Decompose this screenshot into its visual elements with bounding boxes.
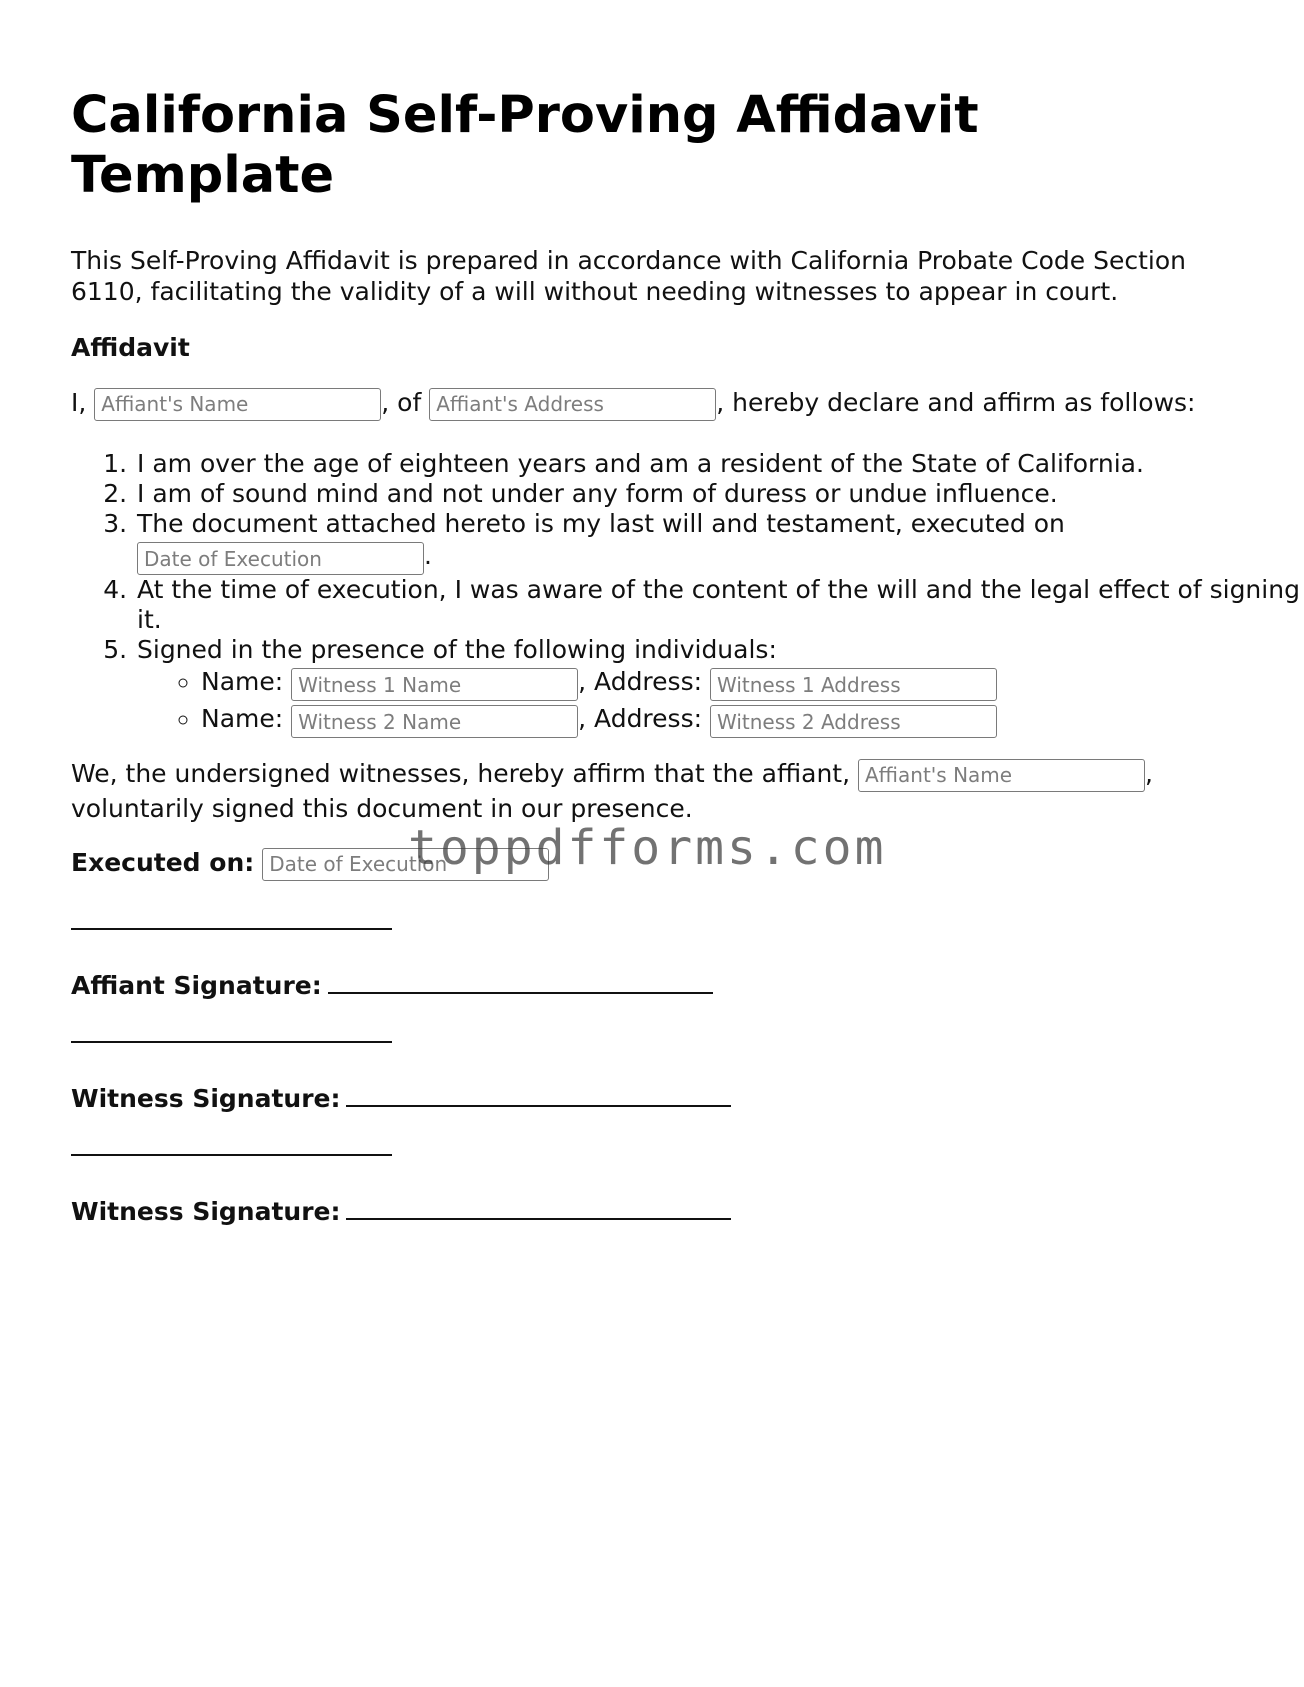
witness-2-name-input[interactable] [291,705,578,738]
will-execution-date-input[interactable] [137,542,424,575]
witness-2-signature-blank[interactable] [346,1192,731,1220]
executed-on-label: Executed on: [71,848,255,877]
affiant-signature-rule [71,928,392,930]
statement-4-text: At the time of execution, I was aware of the content of the will and the legal effect of signing it. [137,575,1300,634]
statement-item [135,635,1304,738]
statement-2-text: I am of sound mind and not under any form of duress or undue influence. [137,479,1058,508]
page-title: California Self-Proving Affidavit Template [71,86,979,205]
witness-1-signature-rule [71,1041,392,1043]
statements-list [71,449,1304,739]
witness-1-address-label: , Address: [578,667,703,696]
affirmation-affiant-name-input[interactable] [858,759,1145,792]
intro-paragraph: This Self-Proving Affidavit is prepared in accordance with California Probate Code Section 6110, facilitating the validity of a will without needing witnesses to appear in court. [71,246,1186,306]
statement-item [135,575,1304,635]
witness-affirmation [71,757,1251,826]
affirmation-text-before: We, the undersigned witnesses, hereby affirm that the affiant, [71,759,851,788]
statement-3-text: The document attached hereto is my last will and testament, executed on [137,509,1065,538]
witness-1-signature-label: Witness Signature: [71,1084,341,1113]
witness-1-name-label: Name: [201,667,284,696]
statement-3-end: . [424,541,432,570]
watermark: toppdfforms.com [408,820,887,876]
affiant-signature-label: Affiant Signature: [71,971,322,1000]
declaration-prefix: I, [71,388,87,417]
statement-5-text: Signed in the presence of the following individuals: [137,635,777,664]
witness-1-name-input[interactable] [291,668,578,701]
statement-item [135,509,1304,575]
witness-2-name-label: Name: [201,704,284,733]
witness-2-signature-line [71,1192,731,1227]
statement-1-text: I am over the age of eighteen years and am a resident of the State of California. [137,449,1144,478]
executed-on-date-input[interactable] [262,848,549,881]
witness-2-address-input[interactable] [710,705,997,738]
section-heading: Affidavit [71,333,190,362]
affiant-address-input[interactable] [429,388,716,421]
affiant-signature-blank[interactable] [328,966,713,994]
witness-1-signature-blank[interactable] [346,1079,731,1107]
witness-1-signature-line [71,1079,731,1114]
executed-on-line [71,846,549,881]
statement-item [135,479,1304,509]
witness-2-signature-label: Witness Signature: [71,1197,341,1226]
witness-1-row [201,665,1304,701]
witness-list [137,665,1304,738]
affiant-name-input[interactable] [94,388,381,421]
declaration-suffix: , hereby declare and affirm as follows: [716,388,1196,417]
witness-2-signature-rule [71,1154,392,1156]
affiant-signature-line [71,966,713,1001]
witness-2-address-label: , Address: [578,704,703,733]
declaration-mid: , of [381,388,422,417]
statement-item [135,449,1304,479]
witness-1-address-input[interactable] [710,668,997,701]
declaration-line [71,387,1195,421]
witness-2-row [201,702,1304,738]
affirmation-text-after: , voluntarily signed this document in our presence. [71,759,1153,823]
